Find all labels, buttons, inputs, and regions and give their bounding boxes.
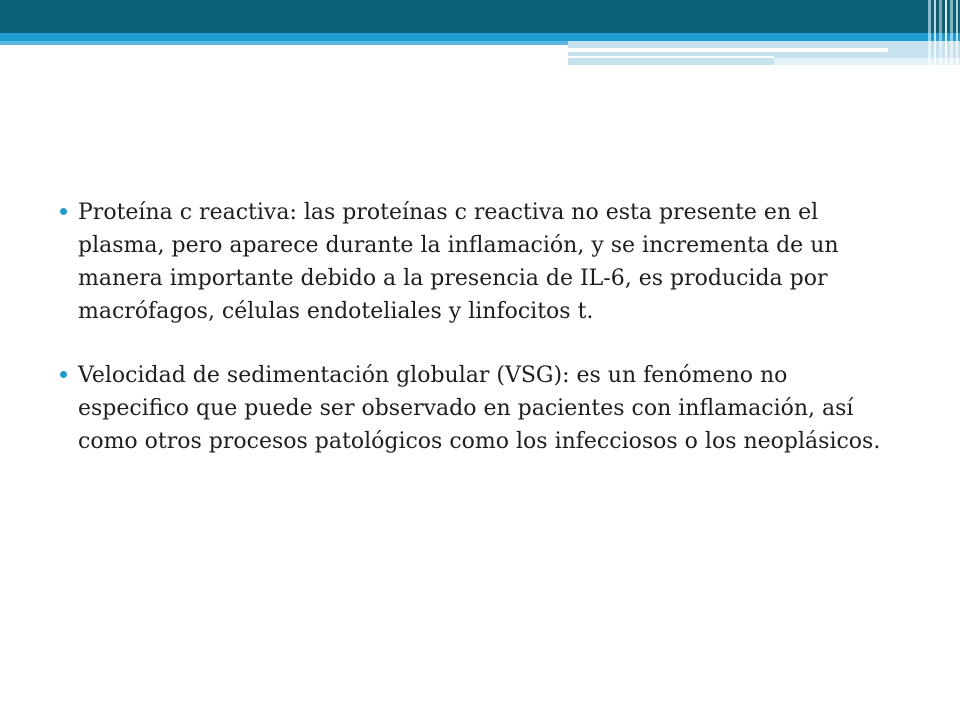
corner-stripe bbox=[945, 0, 947, 66]
bullet-list bbox=[58, 196, 888, 458]
header-band-blue bbox=[0, 33, 960, 41]
corner-stripe bbox=[956, 0, 958, 66]
header-band-fade bbox=[774, 58, 960, 65]
header-divider-line bbox=[568, 48, 888, 52]
corner-stripe bbox=[934, 0, 936, 66]
header-band-light bbox=[0, 41, 568, 45]
header-divider-line-short bbox=[568, 56, 774, 58]
corner-stripe bbox=[939, 0, 942, 66]
bullet-item bbox=[58, 359, 888, 458]
bullet-text: Velocidad de sedimentación globular (VSG): es un fenómeno no especifico que puede ser observado en pacientes con inflamación, así como otros procesos patológicos como los infecciosos o los neoplásicos. bbox=[78, 363, 881, 454]
bullet-icon bbox=[60, 371, 67, 378]
corner-stripe bbox=[950, 0, 953, 66]
corner-stripe bbox=[928, 0, 931, 66]
header-band-dark bbox=[0, 0, 960, 33]
slide-body bbox=[58, 196, 888, 489]
bullet-item bbox=[58, 196, 888, 328]
bullet-icon bbox=[60, 208, 67, 215]
bullet-text: Proteína c reactiva: las proteínas c reactiva no esta presente en el plasma, pero aparece durante la inflamación, y se incrementa de un manera importante debido a la presencia de IL-6, es producida por macrófagos, células endoteliales y linfocitos t. bbox=[78, 200, 839, 324]
